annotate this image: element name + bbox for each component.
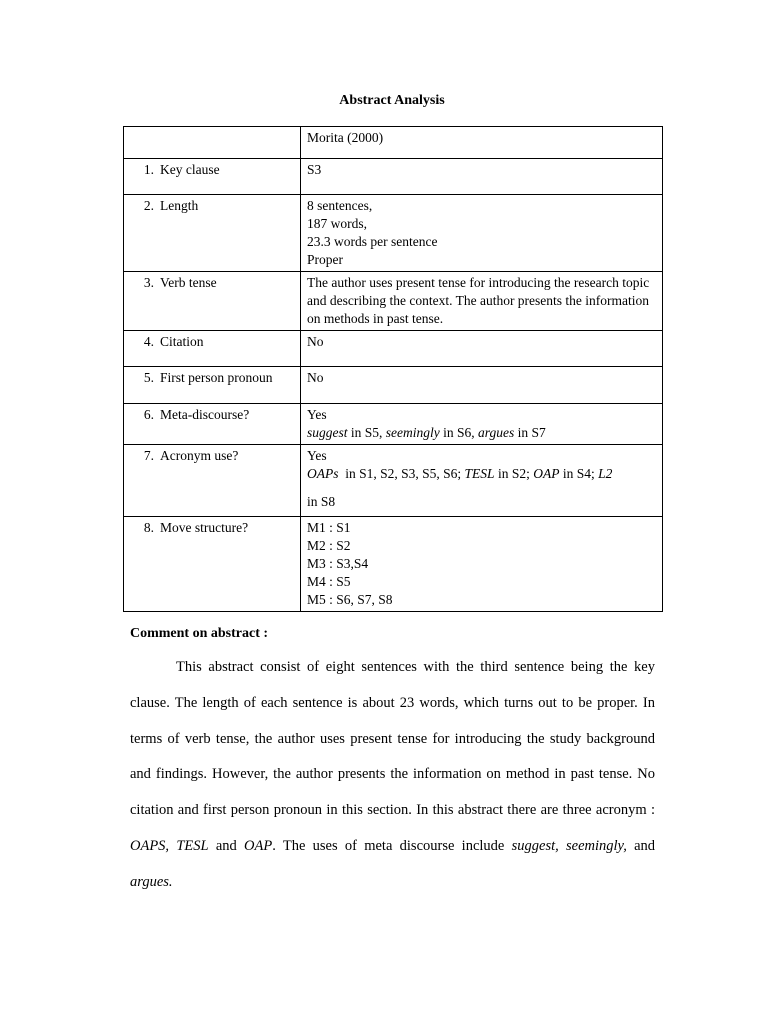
row-number: 2. [143, 198, 154, 213]
meta-words: argues. [130, 873, 173, 890]
table-row [124, 445, 663, 517]
row-value-line: No [307, 334, 324, 349]
acronym-word: OAPs [307, 466, 339, 481]
row-number: 3. [143, 275, 154, 290]
row-label: Length [160, 198, 199, 213]
table-row [124, 404, 663, 445]
row-label: Acronym use? [160, 448, 239, 463]
meta-text: in S5, [347, 425, 386, 440]
row-value-line: 23.3 words per sentence [307, 234, 438, 249]
row-label: Citation [160, 334, 204, 349]
row-value-line: Proper [307, 252, 343, 267]
comment-text: This abstract consist of eight sentences with the third sentence being the key clause. The length of each sentence is about 23 words, which turns out to be proper. In terms of verb tense, the author uses present tense for introducing the study background and findings. However, the author presents the information on method in past tense. No citation and first person pronoun in this section. In this abstract there are three acronym : [130, 659, 655, 819]
acronym-word: L2 [598, 466, 613, 481]
comment-text: and [626, 837, 656, 854]
table-row [124, 331, 663, 367]
row-label: Meta-discourse? [160, 407, 250, 422]
table-header-row [124, 127, 663, 159]
comment-text: and [208, 837, 245, 854]
row-value-cell [301, 404, 663, 445]
acronym-text: in S4; [559, 466, 599, 481]
row-value-line: 8 sentences, [307, 198, 373, 213]
row-value-line: M5 : S6, S7, S8 [307, 592, 393, 607]
row-value-line: No [307, 370, 324, 385]
row-number: 1. [143, 162, 154, 177]
acronym-line-2: in S8 [307, 494, 336, 509]
row-label: Verb tense [160, 275, 217, 290]
row-value-line: Yes [307, 407, 327, 422]
row-value-cell [301, 517, 663, 612]
table-row [124, 159, 663, 195]
row-value-line: Yes [307, 448, 327, 463]
table-row [124, 272, 663, 331]
row-number: 6. [143, 407, 154, 422]
header-empty-cell [124, 127, 301, 159]
row-value-line: S3 [307, 162, 322, 177]
acronym-text: in S1, S2, S3, S5, S6; [338, 466, 465, 481]
row-label-cell [124, 195, 301, 272]
meta-text: in S6, [439, 425, 479, 440]
acronym-list: OAP [244, 837, 273, 854]
row-label-cell [124, 445, 301, 517]
row-value-line: M4 : S5 [307, 574, 351, 589]
row-value-line: M1 : S1 [307, 520, 351, 535]
row-label-cell [124, 517, 301, 612]
row-label-cell [124, 404, 301, 445]
row-label: Move structure? [160, 520, 249, 535]
table-row [124, 367, 663, 404]
comment-paragraph [130, 650, 655, 901]
meta-word: argues [478, 425, 515, 440]
row-number: 4. [143, 334, 154, 349]
row-number: 5. [143, 370, 154, 385]
row-value-cell [301, 159, 663, 195]
row-value-cell [301, 367, 663, 404]
meta-words: suggest, seemingly, [511, 837, 627, 854]
analysis-table [123, 126, 663, 612]
row-value-line: M2 : S2 [307, 538, 351, 553]
meta-word: suggest [307, 425, 348, 440]
row-value-line: M3 : S3,S4 [307, 556, 369, 571]
row-label: Key clause [160, 162, 220, 177]
meta-discourse-line [307, 424, 656, 442]
row-label-cell [124, 367, 301, 404]
header-cell: Morita (2000) [301, 127, 663, 159]
comment-text: . The uses of meta discourse include [272, 837, 512, 854]
acronym-word: TESL [464, 466, 495, 481]
row-value-cell [301, 331, 663, 367]
row-label-cell [124, 272, 301, 331]
acronym-list: OAPS, TESL [130, 837, 209, 854]
row-value-cell: The author uses present tense for introducing the research topic and describing the context. The author presents the information on methods in past tense. [301, 272, 663, 331]
meta-text: in S7 [514, 425, 546, 440]
row-value-cell [301, 445, 663, 517]
page-title: Abstract Analysis [339, 93, 445, 108]
acronym-word: OAP [533, 466, 560, 481]
row-value-cell [301, 195, 663, 272]
acronym-text: in S2; [494, 466, 534, 481]
row-value-line: 187 words, [307, 216, 367, 231]
acronym-line [307, 465, 656, 483]
table-row [124, 517, 663, 612]
row-number: 7. [143, 448, 154, 463]
comment-heading: Comment on abstract : [130, 626, 269, 641]
row-label-cell [124, 159, 301, 195]
row-label: First person pronoun [160, 370, 273, 385]
table-row [124, 195, 663, 272]
meta-word: seemingly [385, 425, 440, 440]
row-number: 8. [143, 520, 154, 535]
row-label-cell [124, 331, 301, 367]
